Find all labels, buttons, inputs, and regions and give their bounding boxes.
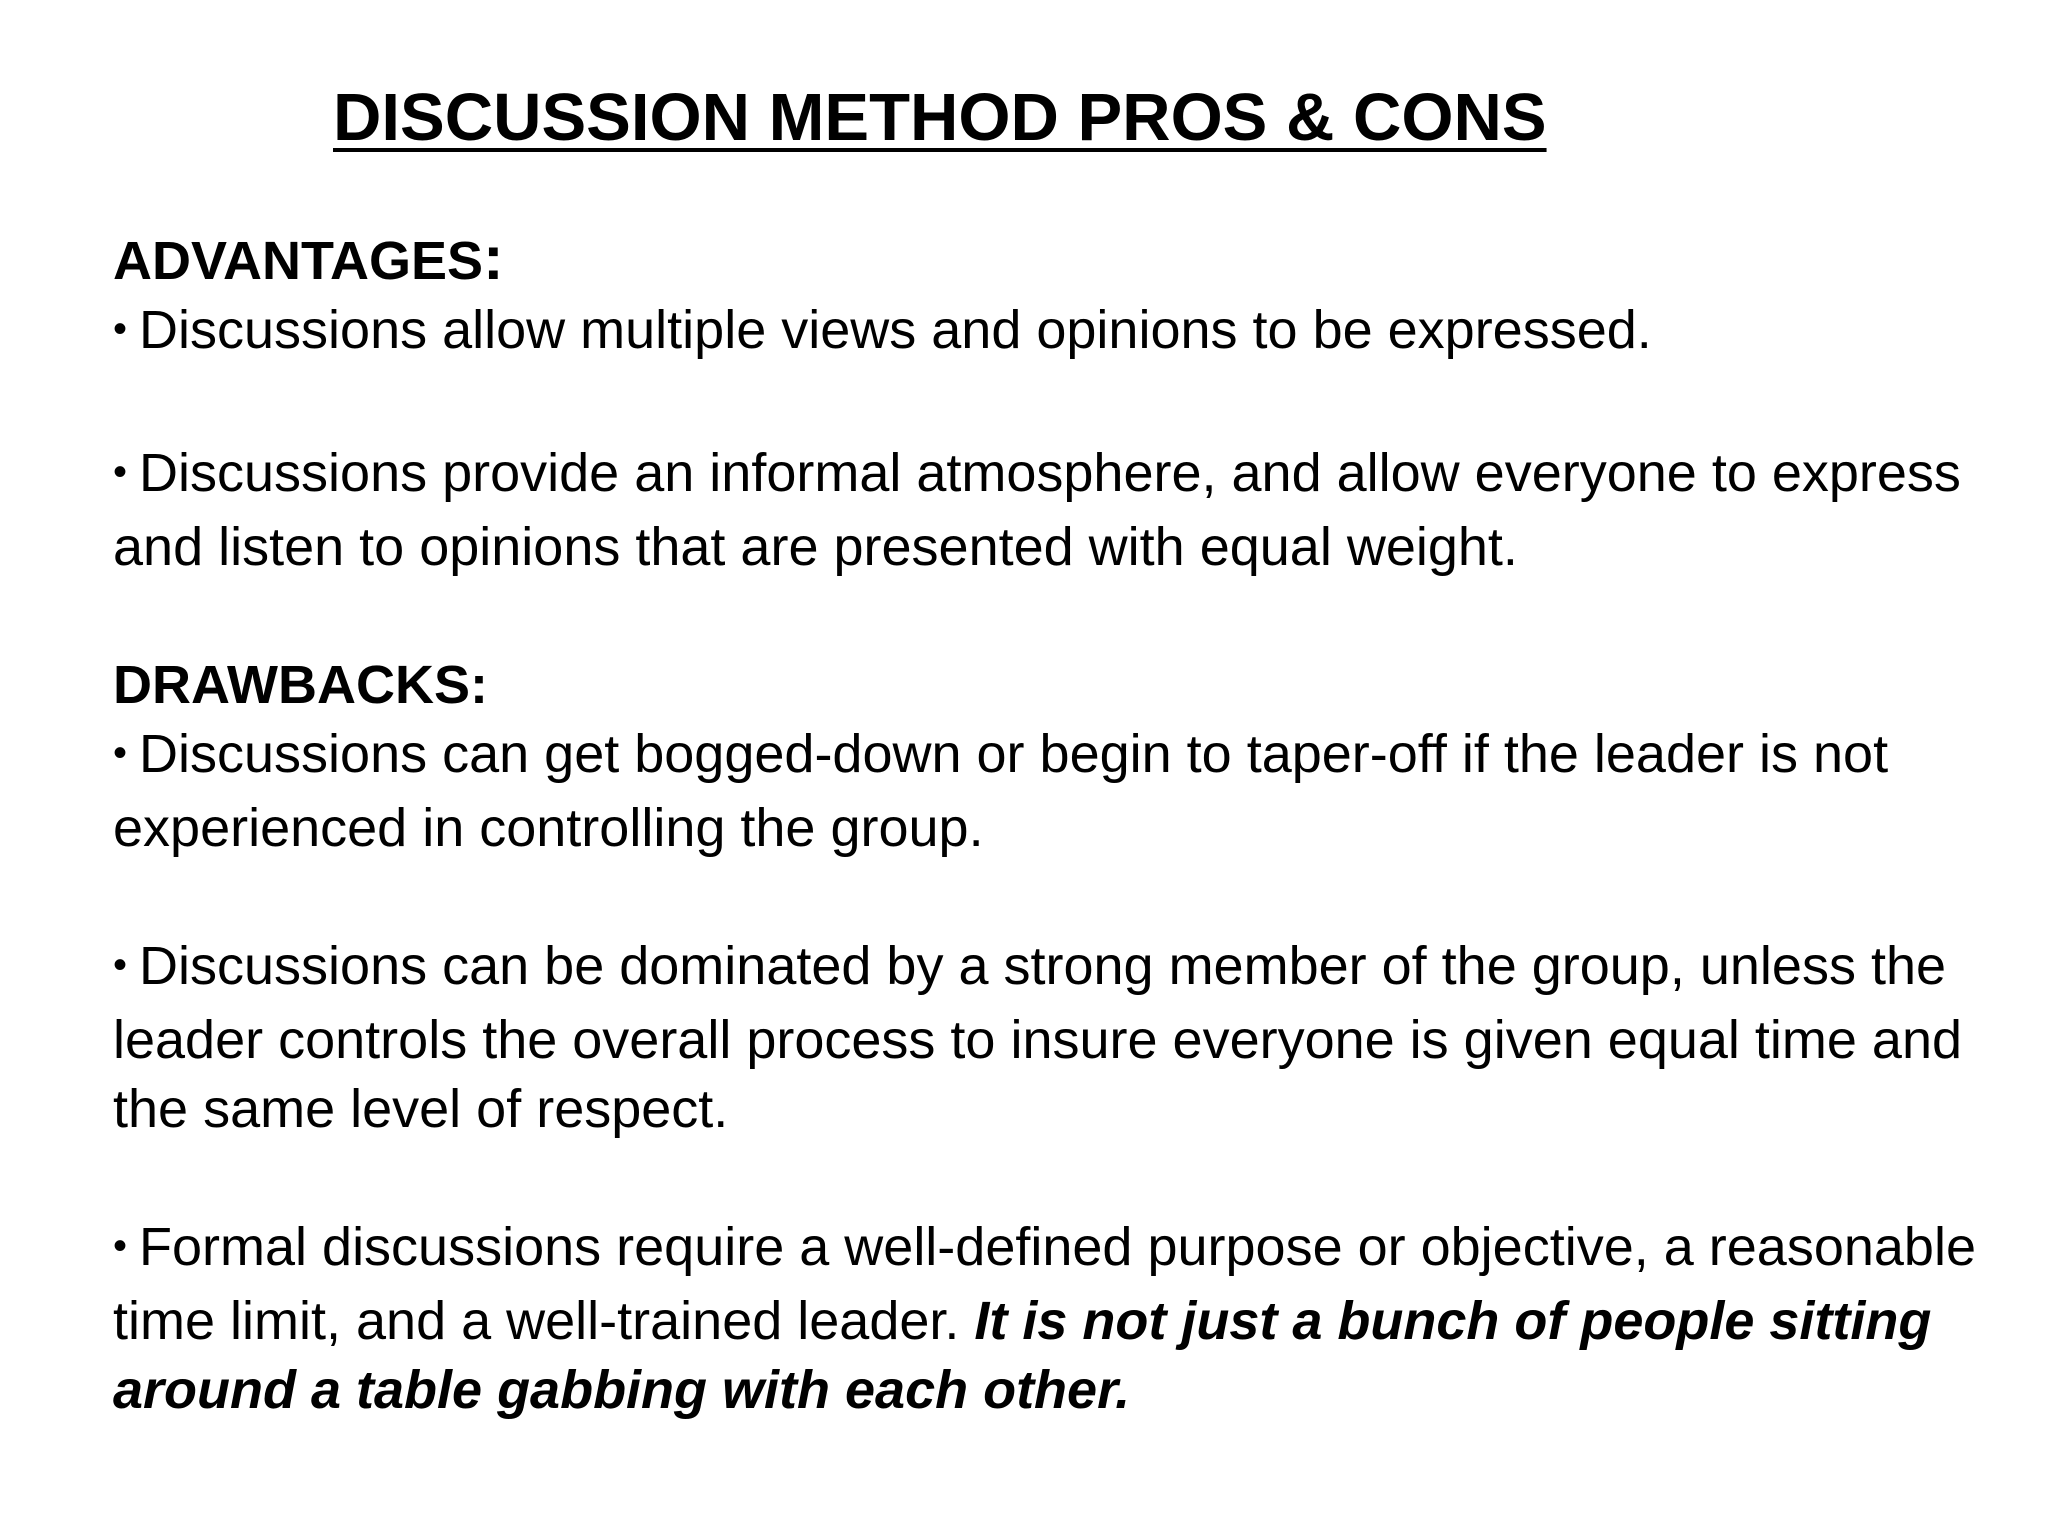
advantage-item-1-text: Discussions allow multiple views and opinions to be expressed. <box>139 300 1652 360</box>
drawback-item-3 <box>113 1213 1993 1425</box>
advantages-heading-colon: : <box>483 224 504 293</box>
drawback-item-1-text: Discussions can get bogged-down or begin to taper-off if the leader is not experienced in controlling the group. <box>113 724 1889 858</box>
drawback-item-2 <box>113 932 1993 1144</box>
spacer <box>113 582 1993 651</box>
slide-title: DISCUSSION METHOD PROS & CONS <box>333 80 1547 155</box>
spacer <box>113 863 1993 932</box>
slide-body <box>113 224 1993 1425</box>
advantage-item-2 <box>113 439 1993 582</box>
advantage-item-1 <box>113 296 1993 370</box>
bullet-icon: • <box>113 307 128 351</box>
drawback-item-3-emphasis: It is not just a bunch of people sitting around a table gabbing with each other. <box>113 1291 1932 1420</box>
advantages-heading-label: ADVANTAGES <box>113 231 484 291</box>
drawback-item-1 <box>113 720 1993 863</box>
bullet-icon: • <box>113 1224 128 1268</box>
drawback-item-2-text: Discussions can be dominated by a strong member of the group, unless the leader controls the overall process to insure everyone is given equal time and the same level of respect. <box>113 936 1963 1139</box>
spacer <box>113 1144 1993 1213</box>
bullet-icon: • <box>113 450 128 494</box>
drawbacks-heading: DRAWBACKS: <box>113 655 488 715</box>
bullet-icon: • <box>113 731 128 775</box>
advantages-heading <box>113 224 1993 296</box>
drawback-item-3-text: Formal discussions require a well-defined purpose or objective, a reasonable time limit, and a well-trained leader. <box>113 1217 1976 1351</box>
advantage-item-2-text: Discussions provide an informal atmosphere, and allow everyone to express and listen to opinions that are presented with equal weight. <box>113 443 1961 577</box>
bullet-icon: • <box>113 943 128 987</box>
spacer <box>113 370 1993 439</box>
